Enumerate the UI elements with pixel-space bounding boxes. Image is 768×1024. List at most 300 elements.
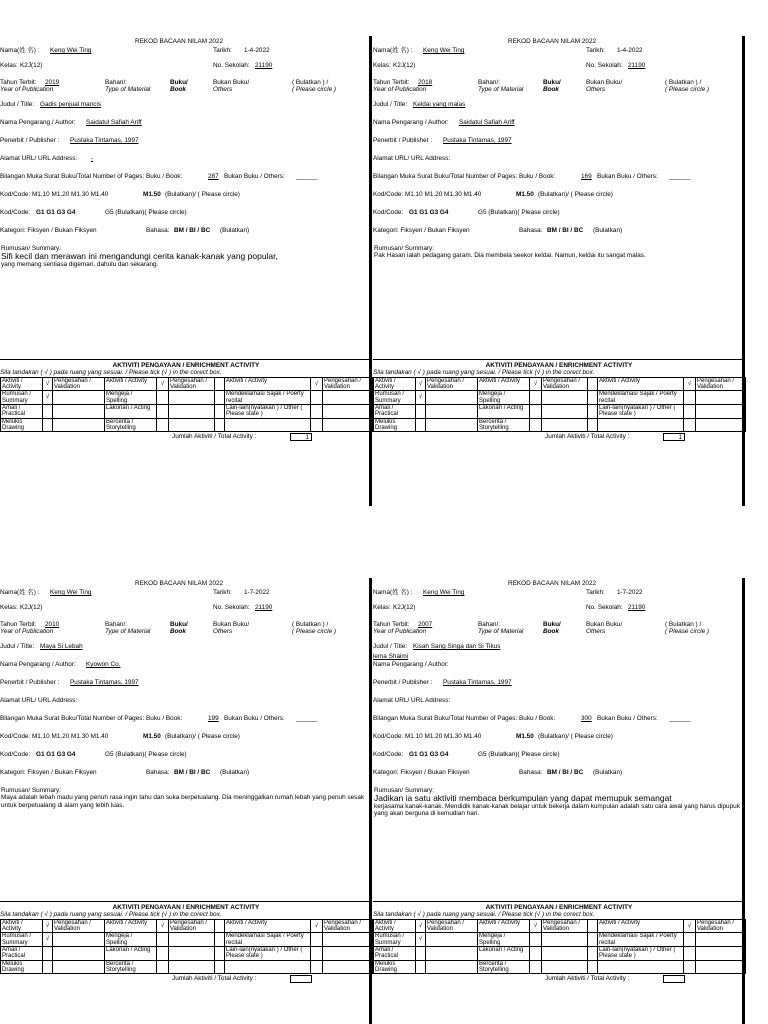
- total-label: Jumlah Aktiviti / Total Activity :: [545, 433, 630, 441]
- activity-row: [1, 946, 373, 960]
- activity-row: [374, 919, 746, 933]
- validation-cell: [542, 933, 588, 947]
- school-no-label: No. Sekolah:: [586, 62, 623, 69]
- total-label: Jumlah Aktiviti / Total Activity :: [545, 975, 630, 983]
- student-name: Keng Wei Ting: [423, 47, 465, 54]
- activity-cell: Lakonan / Acting: [478, 946, 530, 960]
- student-name: Keng Wei Ting: [50, 589, 92, 596]
- date-label: Tarikh:: [213, 589, 232, 596]
- year-label-en: Year of Publication: [373, 628, 427, 635]
- validation-cell: [542, 946, 588, 960]
- summary-label: Rumusan/ Summary:: [1, 787, 62, 794]
- enrichment-section: [373, 359, 745, 441]
- validation-cell: [426, 404, 478, 418]
- pages-label: Bilangan Muka Surat Buku/Total Number of Pages: Buku / Book:: [373, 715, 556, 722]
- summary-section: [373, 241, 745, 359]
- tick-cell: [157, 404, 169, 418]
- activity-row: [374, 377, 746, 391]
- category-label: Kategori: Fiksyen / Bukan Fiksyen: [373, 769, 470, 776]
- tick-cell: √: [311, 919, 323, 933]
- activity-cell: Melukis Drawing: [374, 418, 416, 432]
- activity-cell: Amali / Practical: [374, 946, 416, 960]
- title-label: Judul / Title:: [373, 101, 408, 108]
- circle-label-en: ( Please circle ): [665, 628, 710, 635]
- material-label: Bahan/:: [105, 621, 128, 628]
- tick-cell: [43, 960, 53, 974]
- activity-cell: Amali / Practical: [1, 404, 43, 418]
- url-label: Alamat URL/ URL Address:: [0, 697, 78, 704]
- category-label: Kategori: Fiksyen / Bukan Fiksyen: [0, 227, 97, 234]
- date-label: Tarikh:: [213, 47, 232, 54]
- publisher-label: Penerbit / Publisher :: [373, 679, 433, 686]
- book-option: Buku/: [170, 621, 188, 628]
- language-options: BM / BI / BC: [547, 769, 584, 776]
- class-label: Kelas:: [373, 62, 391, 69]
- class-value: K2J(12): [393, 62, 416, 69]
- tick-cell: [588, 960, 598, 974]
- enrichment-table: [0, 377, 373, 432]
- tick-cell: [588, 391, 598, 405]
- activity-cell: Lain-lain(nyatakan ) / Other ( Please state ): [225, 404, 311, 418]
- others-option: Bukan Buku/: [586, 621, 623, 628]
- pages-label: Bilangan Muka Surat Buku/Total Number of Pages: Buku / Book:: [0, 173, 183, 180]
- pages-label: Bilangan Muka Surat Buku/Total Number of Pages: Buku / Book:: [373, 173, 556, 180]
- code-label: Kod/Code: M1.10 M1.20 M1.30 M1.40: [373, 191, 482, 198]
- activity-row: [1, 404, 373, 418]
- activity-cell: Aktiviti / Activity: [1, 919, 43, 933]
- code-circle: (Bulatkan)/ ( Please circle): [538, 191, 613, 198]
- category-label: Kategori: Fiksyen / Bukan Fiksyen: [0, 769, 97, 776]
- material-label: Bahan/:: [478, 79, 501, 86]
- activity-cell: Aktiviti / Activity: [478, 919, 530, 933]
- class-label: Kelas:: [0, 604, 18, 611]
- enrichment-instruction: Sila tandakan ( √ ) pada ruang yang sesuai. / Please tick (√ ) in the corect box.: [373, 911, 595, 919]
- validation-cell: Pengesahan / Validation: [542, 377, 588, 391]
- summary-section: [0, 783, 372, 901]
- book-option: Buku/: [170, 79, 188, 86]
- validation-cell: Pengesahan / Validation: [542, 919, 588, 933]
- validation-cell: [323, 946, 373, 960]
- activity-row: [374, 391, 746, 405]
- summary-text: kerjasama kanak-kanak. Mendidik kanak-kanak belajar untuk bekerja dalam kumpulan adalah satu cara awal yang harus dipupuk yang akan berguna di kemudian hari.: [374, 802, 740, 818]
- enrichment-table: [0, 919, 373, 974]
- circle-label: ( Bulatkan ) /: [665, 79, 702, 86]
- tick-cell: [311, 404, 323, 418]
- validation-cell: Pengesahan / Validation: [169, 919, 215, 933]
- code2-g5: G5 (Bulatkan)( Please circle): [478, 751, 560, 758]
- tick-cell: [43, 418, 53, 432]
- validation-cell: Pengesahan / Validation: [323, 377, 373, 391]
- author-label: Nama Pengarang / Author:: [373, 119, 449, 126]
- date-value: 1-7-2022: [617, 589, 643, 596]
- activity-cell: Melukis Drawing: [374, 960, 416, 974]
- tick-cell: [416, 946, 426, 960]
- book-title: Keldai yang malas: [413, 101, 466, 108]
- material-label: Bahan/:: [105, 79, 128, 86]
- book-title-cont: lema Shaimi: [373, 653, 409, 660]
- summary-text: Maya adalah lebah madu yang penuh rasa ingin tahu dan suka berpetualang. Dia meninggalkan rumah lebah yang penuh sesak untuk berpetualang di alam yang lebih luas.: [1, 794, 365, 809]
- validation-cell: [426, 933, 478, 947]
- author-label: Nama Pengarang / Author:: [0, 661, 76, 668]
- validation-cell: [542, 391, 588, 405]
- validation-cell: [542, 418, 588, 432]
- validation-cell: Pengesahan / Validation: [426, 919, 478, 933]
- code-circle: (Bulatkan)/ ( Please circle): [165, 733, 240, 740]
- tick-cell: √: [416, 919, 426, 933]
- tick-cell: √: [157, 919, 169, 933]
- record-title: REKOD BACAAN NILAM 2022: [135, 38, 224, 45]
- code-m150: M1.50: [516, 191, 534, 198]
- tick-cell: [684, 960, 696, 974]
- url-label: Alamat URL/ URL Address:: [373, 155, 451, 162]
- pages-value: 300: [581, 715, 592, 722]
- tick-cell: [684, 933, 696, 947]
- title-label: Judul / Title:: [0, 101, 35, 108]
- summary-section: [373, 783, 745, 901]
- total-box: [290, 975, 312, 983]
- material-label: Bahan/:: [478, 621, 501, 628]
- tick-cell: [311, 391, 323, 405]
- tick-cell: [530, 933, 542, 947]
- enrichment-table: [373, 919, 746, 974]
- tick-cell: [311, 946, 323, 960]
- validation-cell: [53, 946, 105, 960]
- material-label-en: Type of Material: [105, 628, 151, 635]
- date-value: 1-7-2022: [244, 589, 270, 596]
- others-pages-label: Bukan Buku / Others:: [597, 173, 658, 180]
- date-label: Tarikh:: [586, 47, 605, 54]
- class-value: K2J(12): [393, 604, 416, 611]
- enrichment-section: [0, 359, 372, 441]
- pages-label: Bilangan Muka Surat Buku/Total Number of Pages: Buku / Book:: [0, 715, 183, 722]
- enrichment-section: [373, 901, 745, 983]
- publisher-label: Penerbit / Publisher :: [0, 679, 60, 686]
- activity-cell: Bercerita / Storytelling: [478, 960, 530, 974]
- code2-label: Kod/Code:: [373, 751, 404, 758]
- others-option: Bukan Buku/: [213, 79, 250, 86]
- tick-cell: [311, 933, 323, 947]
- tick-cell: √: [684, 919, 696, 933]
- activity-row: [374, 933, 746, 947]
- tick-cell: [416, 404, 426, 418]
- tick-cell: [215, 946, 225, 960]
- activity-cell: Mengeja / Spelling: [105, 391, 157, 405]
- tick-cell: [588, 377, 598, 391]
- activity-cell: Aktiviti / Activity: [105, 377, 157, 391]
- tick-cell: [530, 946, 542, 960]
- total-label: Jumlah Aktiviti / Total Activity :: [172, 433, 257, 441]
- tick-cell: √: [416, 933, 426, 947]
- school-no-value: 21190: [628, 604, 646, 611]
- activity-cell: [225, 960, 311, 974]
- enrichment-title: AKTIVITI PENGAYAAN / ENRICHMENT ACTIVITY: [112, 904, 260, 911]
- activity-row: [1, 377, 373, 391]
- others-pages-label: Bukan Buku / Others:: [224, 715, 285, 722]
- language-label: Bahasa:: [519, 769, 543, 776]
- author-value: Saidatul Safiah Ariff: [459, 119, 515, 126]
- validation-cell: [426, 960, 478, 974]
- activity-cell: Aktiviti / Activity: [478, 377, 530, 391]
- activity-cell: Lain-lain(nyatakan ) / Other ( Please state ): [598, 404, 684, 418]
- book-option-en: Book: [543, 86, 559, 93]
- tick-cell: √: [530, 377, 542, 391]
- language-options: BM / BI / BC: [547, 227, 584, 234]
- activity-row: [1, 960, 373, 974]
- tick-cell: [684, 946, 696, 960]
- tick-cell: [416, 960, 426, 974]
- activity-cell: Amali / Practical: [374, 404, 416, 418]
- name-label: Nama(姓 名) :: [0, 47, 40, 54]
- school-no-label: No. Sekolah:: [213, 62, 250, 69]
- activity-cell: Mendeklamasi Sajak / Poerty recital: [598, 391, 684, 405]
- tick-cell: √: [157, 377, 169, 391]
- validation-cell: Pengesahan / Validation: [53, 377, 105, 391]
- activity-cell: Mengeja / Spelling: [478, 391, 530, 405]
- name-label: Nama(姓 名) :: [373, 589, 413, 596]
- code2-g5: G5 (Bulatkan)( Please circle): [105, 751, 187, 758]
- activity-cell: Aktiviti / Activity: [225, 377, 311, 391]
- material-label-en: Type of Material: [478, 628, 524, 635]
- school-no-value: 21190: [255, 604, 273, 611]
- circle-label-en: ( Please circle ): [292, 86, 337, 93]
- validation-cell: [169, 960, 215, 974]
- total-box: 1: [290, 433, 312, 441]
- tick-cell: [416, 418, 426, 432]
- year-label: Tahun Terbit:: [373, 79, 410, 86]
- year-label-en: Year of Publication: [0, 86, 54, 93]
- validation-cell: [323, 418, 373, 432]
- tick-cell: √: [416, 391, 426, 405]
- language-options: BM / BI / BC: [174, 227, 211, 234]
- enrichment-title: AKTIVITI PENGAYAAN / ENRICHMENT ACTIVITY: [485, 904, 633, 911]
- activity-cell: Mendeklamasi Sajak / Poerty recital: [225, 391, 311, 405]
- year-label: Tahun Terbit:: [373, 621, 410, 628]
- tick-cell: [684, 391, 696, 405]
- others-option: Bukan Buku/: [586, 79, 623, 86]
- activity-cell: Melukis Drawing: [1, 418, 43, 432]
- code-label: Kod/Code: M1.10 M1.20 M1.30 M1.40: [0, 191, 109, 198]
- language-label: Bahasa:: [519, 227, 543, 234]
- tick-cell: [588, 933, 598, 947]
- year-label: Tahun Terbit:: [0, 79, 37, 86]
- date-label: Tarikh:: [586, 589, 605, 596]
- activity-row: [1, 919, 373, 933]
- tick-cell: [215, 933, 225, 947]
- category-label: Kategori: Fiksyen / Bukan Fiksyen: [373, 227, 470, 234]
- validation-cell: Pengesahan / Validation: [53, 919, 105, 933]
- language-circle: (Bulatkan): [593, 227, 623, 234]
- summary-label: Rumusan/ Summary:: [374, 787, 435, 794]
- name-label: Nama(姓 名) :: [0, 589, 40, 596]
- tick-cell: √: [43, 391, 53, 405]
- code2-label: Kod/Code:: [0, 751, 31, 758]
- book-option: Buku/: [543, 621, 561, 628]
- activity-cell: Rumusan / Summary: [1, 391, 43, 405]
- activity-cell: Lain-lain(nyatakan ) / Other ( Please state ): [598, 946, 684, 960]
- others-pages-value: ______: [669, 173, 691, 180]
- summary-label: Rumusan/ Summary:: [374, 245, 435, 252]
- code-m150: M1.50: [143, 733, 161, 740]
- validation-cell: [323, 404, 373, 418]
- publisher-value: Pustaka Tintamas, 1997: [70, 137, 139, 144]
- validation-cell: [169, 391, 215, 405]
- validation-cell: [53, 933, 105, 947]
- validation-cell: [542, 404, 588, 418]
- validation-cell: [53, 391, 105, 405]
- others-option-en: Others: [213, 86, 233, 93]
- tick-cell: [215, 377, 225, 391]
- activity-cell: [598, 418, 684, 432]
- validation-cell: [542, 960, 588, 974]
- validation-cell: [323, 933, 373, 947]
- tick-cell: [684, 418, 696, 432]
- year-value: 2019: [45, 79, 60, 86]
- publisher-value: Pustaka Tintamas, 1997: [70, 679, 139, 686]
- language-label: Bahasa:: [146, 769, 170, 776]
- code2-label: Kod/Code:: [0, 209, 31, 216]
- tick-cell: [157, 946, 169, 960]
- activity-cell: Lakonan / Acting: [105, 404, 157, 418]
- summary-heading: Sifi kecil dan merawan ini mengandungi cerita kanak-kanak yang popular,: [1, 251, 278, 262]
- circle-label: ( Bulatkan ) /: [292, 79, 329, 86]
- author-label: Nama Pengarang / Author:: [373, 661, 449, 668]
- book-option-en: Book: [543, 628, 559, 635]
- tick-cell: [530, 960, 542, 974]
- tick-cell: [684, 404, 696, 418]
- material-label-en: Type of Material: [478, 86, 524, 93]
- code2-g5: G5 (Bulatkan)( Please circle): [478, 209, 560, 216]
- total-label: Jumlah Aktiviti / Total Activity :: [172, 975, 257, 983]
- activity-row: [374, 404, 746, 418]
- activity-row: [374, 418, 746, 432]
- tick-cell: √: [43, 933, 53, 947]
- validation-cell: [323, 391, 373, 405]
- code2-g-options: G1 G1 G3 G4: [36, 209, 76, 216]
- summary-label: Rumusan/ Summary:: [1, 245, 62, 252]
- enrichment-title: AKTIVITI PENGAYAAN / ENRICHMENT ACTIVITY: [485, 362, 633, 369]
- validation-cell: [696, 960, 746, 974]
- tick-cell: [588, 418, 598, 432]
- activity-cell: Aktiviti / Activity: [225, 919, 311, 933]
- url-label: Alamat URL/ URL Address:: [373, 697, 451, 704]
- tick-cell: [215, 404, 225, 418]
- class-label: Kelas:: [0, 62, 18, 69]
- year-value: 2018: [418, 79, 433, 86]
- publisher-label: Penerbit / Publisher :: [0, 137, 60, 144]
- validation-cell: [169, 933, 215, 947]
- summary-text: yang memang sentiasa digemari, dahulu dan sekarang.: [1, 260, 159, 268]
- validation-cell: [53, 960, 105, 974]
- validation-cell: [323, 960, 373, 974]
- validation-cell: [169, 404, 215, 418]
- activity-cell: Lain-lain(nyatakan ) / Other ( Please state ): [225, 946, 311, 960]
- code2-g5: G5 (Bulatkan)( Please circle): [105, 209, 187, 216]
- school-no-value: 21190: [255, 62, 273, 69]
- activity-row: [1, 933, 373, 947]
- code2-g-options: G1 G1 G3 G4: [409, 209, 449, 216]
- tick-cell: [530, 404, 542, 418]
- record-card: [0, 36, 372, 441]
- code2-label: Kod/Code:: [373, 209, 404, 216]
- name-label: Nama(姓 名) :: [373, 47, 413, 54]
- activity-cell: Mengeja / Spelling: [105, 933, 157, 947]
- publisher-value: Pustaka Tintamas, 1997: [443, 679, 512, 686]
- pages-value: 169: [581, 173, 592, 180]
- activity-row: [374, 946, 746, 960]
- author-label: Nama Pengarang / Author:: [0, 119, 76, 126]
- tick-cell: [588, 946, 598, 960]
- tick-cell: √: [43, 377, 53, 391]
- book-title: Maya Si Lebah: [40, 643, 83, 650]
- activity-cell: Aktiviti / Activity: [598, 377, 684, 391]
- others-option: Bukan Buku/: [213, 621, 250, 628]
- school-no-label: No. Sekolah:: [586, 604, 623, 611]
- circle-label: ( Bulatkan ) /: [292, 621, 329, 628]
- tick-cell: [588, 919, 598, 933]
- book-option: Buku/: [543, 79, 561, 86]
- validation-cell: [696, 418, 746, 432]
- validation-cell: Pengesahan / Validation: [426, 377, 478, 391]
- validation-cell: [426, 391, 478, 405]
- tick-cell: [157, 391, 169, 405]
- tick-cell: √: [530, 919, 542, 933]
- language-circle: (Bulatkan): [220, 769, 250, 776]
- author-value: Kyowon Co.: [86, 661, 121, 668]
- validation-cell: [53, 418, 105, 432]
- others-pages-value: ______: [669, 715, 691, 722]
- activity-cell: Lakonan / Acting: [478, 404, 530, 418]
- activity-cell: Bercerita / Storytelling: [478, 418, 530, 432]
- year-label-en: Year of Publication: [0, 628, 54, 635]
- title-label: Judul / Title:: [373, 643, 408, 650]
- record-card: [373, 36, 745, 441]
- book-option-en: Book: [170, 86, 186, 93]
- activity-cell: Lakonan / Acting: [105, 946, 157, 960]
- others-pages-value: ______: [296, 173, 318, 180]
- total-box: 1: [663, 433, 685, 441]
- activity-cell: Rumusan / Summary: [374, 391, 416, 405]
- year-label-en: Year of Publication: [373, 86, 427, 93]
- validation-cell: [426, 418, 478, 432]
- tick-cell: [215, 418, 225, 432]
- tick-cell: [157, 418, 169, 432]
- class-label: Kelas:: [373, 604, 391, 611]
- language-options: BM / BI / BC: [174, 769, 211, 776]
- url-value: -: [91, 155, 94, 162]
- activity-cell: Amali / Practical: [1, 946, 43, 960]
- code-circle: (Bulatkan)/ ( Please circle): [165, 191, 240, 198]
- activity-cell: Mendeklamasi Sajak / Poerty recital: [598, 933, 684, 947]
- record-title: REKOD BACAAN NILAM 2022: [508, 580, 597, 587]
- class-value: K2J(12): [20, 62, 43, 69]
- validation-cell: Pengesahan / Validation: [323, 919, 373, 933]
- tick-cell: [215, 919, 225, 933]
- author-value: Saidatul Safiah Ariff: [86, 119, 142, 126]
- validation-cell: [426, 946, 478, 960]
- others-option-en: Others: [213, 628, 233, 635]
- validation-cell: Pengesahan / Validation: [696, 377, 746, 391]
- date-value: 1-4-2022: [617, 47, 643, 54]
- book-title: Kisah Sang Singa dan Si Tikus: [413, 643, 501, 650]
- tick-cell: [157, 933, 169, 947]
- code-circle: (Bulatkan)/ ( Please circle): [538, 733, 613, 740]
- activity-cell: Aktiviti / Activity: [374, 377, 416, 391]
- circle-label-en: ( Please circle ): [665, 86, 710, 93]
- book-option-en: Book: [170, 628, 186, 635]
- activity-row: [1, 418, 373, 432]
- publisher-label: Penerbit / Publisher :: [373, 137, 433, 144]
- year-label: Tahun Terbit:: [0, 621, 37, 628]
